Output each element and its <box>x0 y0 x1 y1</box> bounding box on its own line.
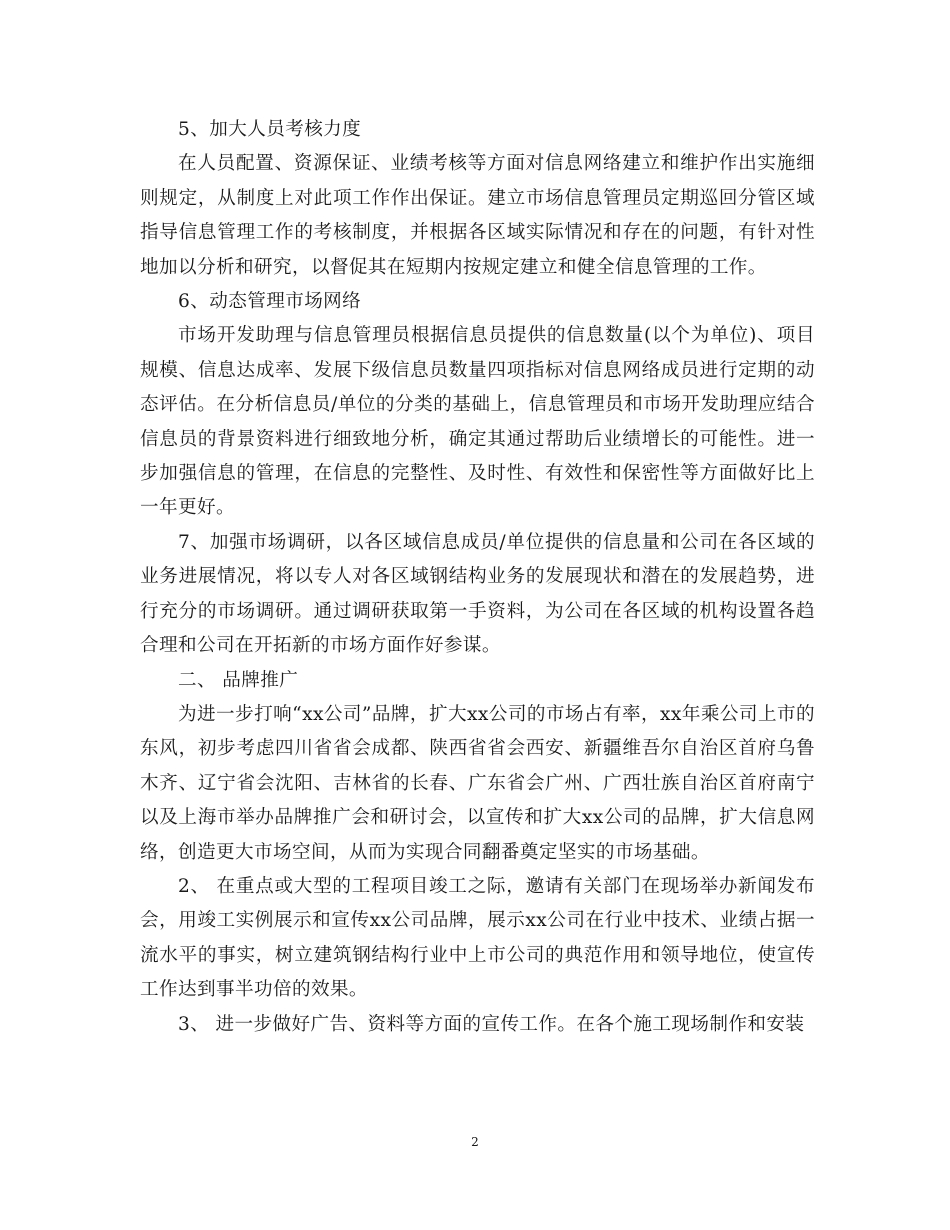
paragraph-item-2: 2、 在重点或大型的工程项目竣工之际，邀请有关部门在现场举办新闻发布会，用竣工实例展示和宣传xx公司品牌，展示xx公司在行业中技术、业绩占据一流水平的事实，树立建筑钢结构行业中上市公司的典范作用和领导地位，使宣传工作达到事半功倍的效果。 <box>140 875 815 1001</box>
section-heading-6: 6、动态管理市场网络 <box>178 291 362 313</box>
paragraph-item-3: 3、 进一步做好广告、资料等方面的宣传工作。在各个施工现场制作和安装 <box>178 1013 805 1035</box>
section-heading-5: 5、加大人员考核力度 <box>178 119 362 140</box>
document-body <box>140 113 815 1042</box>
paragraph: 为进一步打响“xx公司”品牌，扩大xx公司的市场占有率，xx年乘公司上市的东风，初步考虑四川省省会成都、陕西省省会西安、新疆维吾尔自治区首府乌鲁木齐、辽宁省会沈阳、吉林省的长春、广东省会广州、广西壮族自治区首府南宁以及上海市举办品牌推广会和研讨会，以宣传和扩大xx公司的品牌，扩大信息网络，创造更大市场空间，从而为实现合同翻番奠定坚实的市场基础。 <box>140 703 815 863</box>
section-heading-brand-promotion: 二、 品牌推广 <box>178 669 299 691</box>
paragraph: 在人员配置、资源保证、业绩考核等方面对信息网络建立和维护作出实施细则规定，从制度上对此项工作作出保证。建立市场信息管理员定期巡回分管区域指导信息管理工作的考核制度，并根据各区域实际情况和存在的问题，有针对性地加以分析和研究，以督促其在短期内按规定建立和健全信息管理的工作。 <box>140 153 815 278</box>
page-number: 2 <box>471 1135 479 1149</box>
paragraph-item-7: 7、加强市场调研，以各区域信息成员/单位提供的信息量和公司在各区域的业务进展情况，将以专人对各区域钢结构业务的发展现状和潜在的发展趋势，进行充分的市场调研。通过调研获取第一手资料，为公司在各区域的机构设置各趋合理和公司在开拓新的市场方面作好参谋。 <box>140 531 815 657</box>
paragraph: 市场开发助理与信息管理员根据信息员提供的信息数量(以个为单位)、项目规模、信息达成率、发展下级信息员数量四项指标对信息网络成员进行定期的动态评估。在分析信息员/单位的分类的基础上，信息管理员和市场开发助理应结合信息员的背景资料进行细致地分析，确定其通过帮助后业绩增长的可能性。进一步加强信息的管理，在信息的完整性、及时性、有效性和保密性等方面做好比上一年更好。 <box>140 325 815 519</box>
